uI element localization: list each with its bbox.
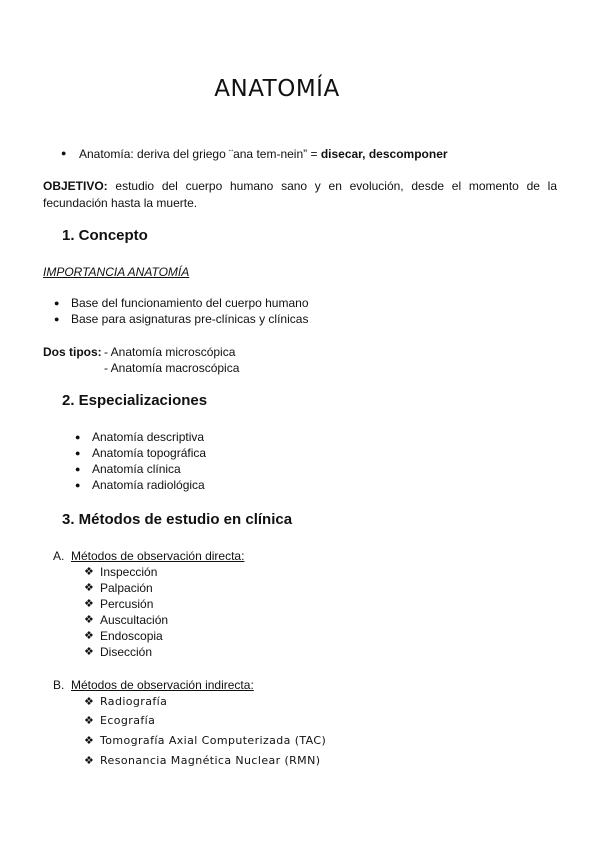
list-item: Ecografía: [100, 714, 156, 727]
list-item: Disección: [100, 645, 153, 659]
bullet-icon: ●: [75, 448, 81, 458]
etymology-line: [79, 146, 448, 162]
diamond-bullet-icon: ❖: [84, 614, 94, 626]
list-item: Base para asignaturas pre-clínicas y clínicas: [71, 312, 309, 326]
list-item: Endoscopia: [100, 629, 163, 643]
diamond-bullet-icon: ❖: [84, 566, 94, 578]
list-item: Percusión: [100, 597, 154, 611]
list-item: Resonancia Magnética Nuclear (RMN): [100, 754, 321, 767]
bullet-icon: ●: [75, 432, 81, 442]
subheading-importancia: IMPORTANCIA ANATOMÍA: [43, 265, 190, 279]
diamond-bullet-icon: ❖: [84, 755, 94, 767]
etymology-text: Anatomía: deriva del griego ¨ana tem-nein” =: [79, 147, 321, 161]
bullet-icon: ●: [75, 480, 81, 490]
diamond-bullet-icon: ❖: [84, 598, 94, 610]
section-heading-concepto: 1. Concepto: [62, 227, 148, 244]
types-label: Dos tipos:: [43, 345, 102, 359]
list-item: Anatomía clínica: [92, 462, 181, 476]
section-heading-metodos: 3. Métodos de estudio en clínica: [62, 511, 293, 528]
list-item: Tomografía Axial Computerizada (TAC): [100, 734, 327, 747]
group-b-marker: B.: [53, 678, 65, 692]
type-item: - Anatomía macroscópica: [104, 361, 240, 375]
bullet-icon: ●: [61, 148, 67, 158]
page-title: ANATOMÍA: [214, 76, 340, 102]
group-b-label: Métodos de observación indirecta:: [71, 678, 254, 692]
bullet-icon: ●: [54, 314, 60, 324]
objective-paragraph: [43, 178, 557, 211]
list-item: Anatomía radiológica: [92, 478, 205, 492]
group-a-label: Métodos de observación directa:: [71, 549, 245, 563]
diamond-bullet-icon: ❖: [84, 646, 94, 658]
group-a-marker: A.: [53, 549, 65, 563]
section-heading-especializaciones: 2. Especializaciones: [62, 392, 208, 409]
objective-text: estudio del cuerpo humano sano y en evolución, desde el momento de la fecundación hasta la muerte.: [43, 179, 557, 210]
diamond-bullet-icon: ❖: [84, 735, 94, 747]
diamond-bullet-icon: ❖: [84, 715, 94, 727]
bullet-icon: ●: [54, 298, 60, 308]
list-item: Anatomía topográfica: [92, 446, 207, 460]
type-item: - Anatomía microscópica: [104, 345, 236, 359]
etymology-bold: disecar, descomponer: [320, 147, 448, 161]
list-item: Anatomía descriptiva: [92, 430, 205, 444]
list-item: Base del funcionamiento del cuerpo humano: [71, 296, 309, 310]
list-item: Auscultación: [100, 613, 169, 627]
list-item: Radiografía: [100, 695, 168, 708]
diamond-bullet-icon: ❖: [84, 630, 94, 642]
list-item: Inspección: [100, 565, 158, 579]
diamond-bullet-icon: ❖: [84, 582, 94, 594]
diamond-bullet-icon: ❖: [84, 696, 94, 708]
list-item: Palpación: [100, 581, 153, 595]
bullet-icon: ●: [75, 464, 81, 474]
objective-label: OBJETIVO:: [43, 179, 108, 193]
